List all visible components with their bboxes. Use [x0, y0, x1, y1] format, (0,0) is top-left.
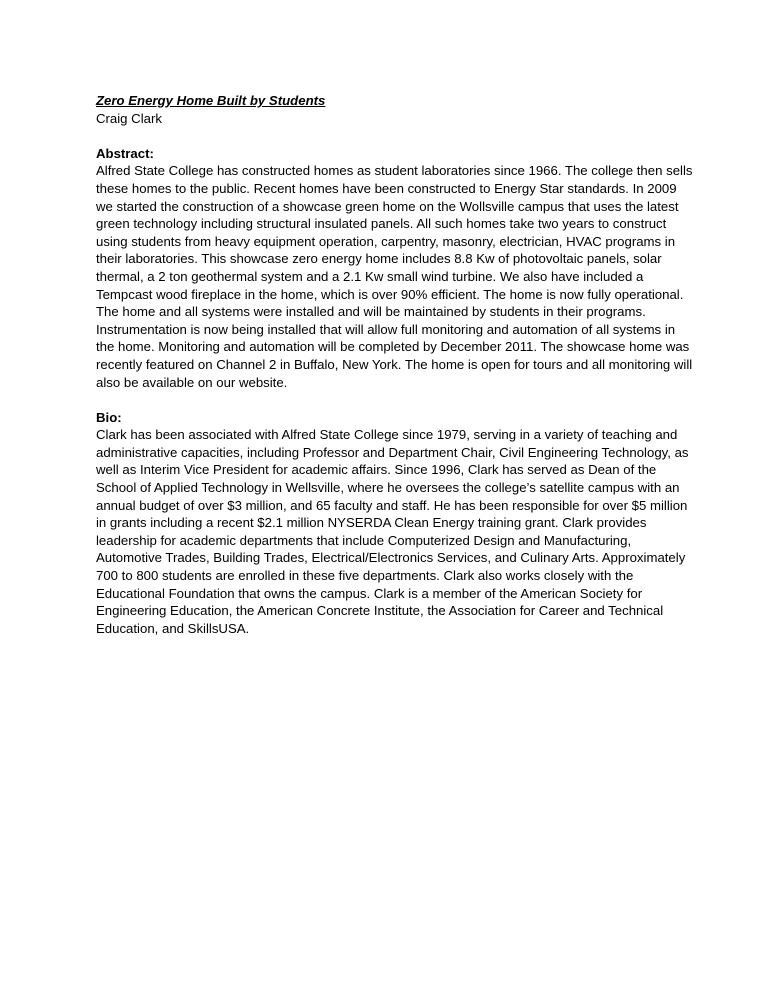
- abstract-heading: Abstract:: [96, 145, 154, 161]
- bio-text: Clark has been associated with Alfred State College since 1979, serving in a variety of teaching and administrative capacities, including Professor and Department Chair, Civil Engineering Technology, as well as Interim Vice President for academic affairs. Since 1996, Clark has served as Dean of the School of Applied Technology in Wellsville, where he oversees the college’s satellite campus with an annual budget of over $3 million, and 65 faculty and staff. He has been responsible for over $5 million in grants including a recent $2.1 million NYSERDA Clean Energy training grant. Clark provides leadership for academic departments that include Computerized Design and Manufacturing, Automotive Trades, Building Trades, Electrical/Electronics Services, and Culinary Arts. Approximately 700 to 800 students are enrolled in these five departments. Clark also works closely with the Educational Foundation that owns the campus. Clark is a member of the American Society for Engineering Education, the American Concrete Institute, the Association for Career and Technical Education, and SkillsUSA.: [96, 427, 689, 636]
- abstract-text: Alfred State College has constructed homes as student laboratories since 1966. The college then sells these homes to the public. Recent homes have been constructed to Energy Star standards. In 2009 we started the construction of a showcase green home on the Wollsville campus that uses the latest green technology including structural insulated panels. All such homes take two years to construct using students from heavy equipment operation, carpentry, masonry, electrician, HVAC programs in their laboratories. This showcase zero energy home includes 8.8 Kw of photovoltaic panels, solar thermal, a 2 ton geothermal system and a 2.1 Kw small wind turbine. We also have included a Tempcast wood fireplace in the home, which is over 90% efficient. The home is now fully operational. The home and all systems were installed and will be maintained by students in their programs. Instrumentation is now being installed that will allow full monitoring and automation of all systems in the home. Monitoring and automation will be completed by December 2011. The showcase home was recently featured on Channel 2 in Buffalo, New York. The home is open for tours and all monitoring will also be available on our website.: [96, 163, 693, 390]
- document-title: Zero Energy Home Built by Students: [96, 93, 326, 108]
- bio-heading: Bio:: [96, 409, 122, 425]
- document-content: [96, 92, 696, 655]
- author-name: Craig Clark: [96, 110, 162, 126]
